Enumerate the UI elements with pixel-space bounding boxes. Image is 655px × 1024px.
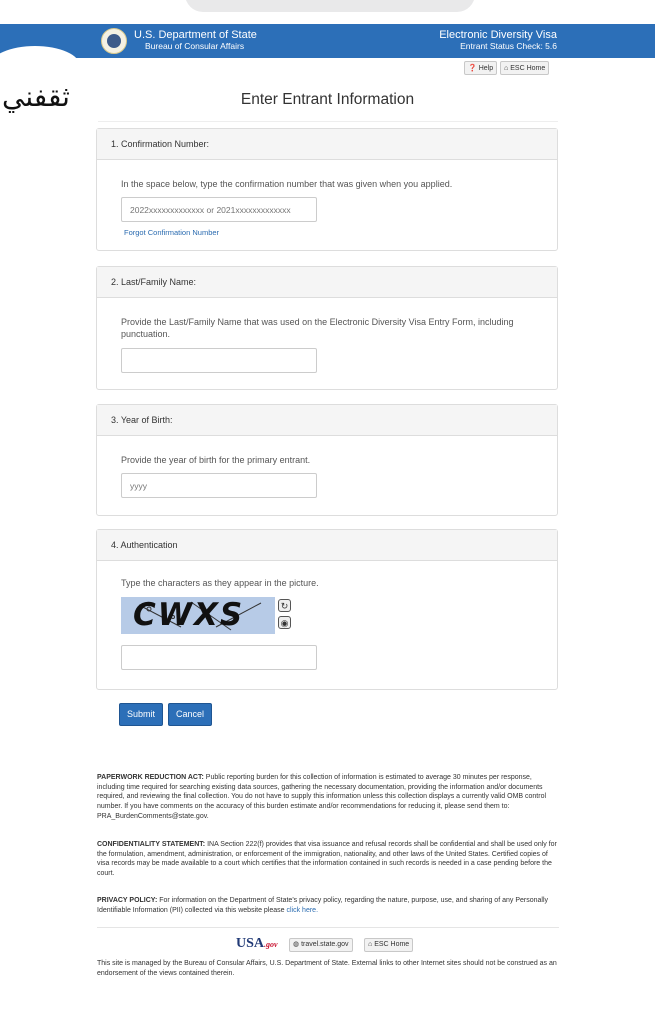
privacy-title: PRIVACY POLICY:	[97, 897, 158, 904]
page-title: Enter Entrant Information	[240, 91, 415, 108]
privacy-notice	[97, 896, 559, 915]
app-title: Electronic Diversity Visa	[439, 29, 557, 41]
privacy-link[interactable]: click here.	[286, 906, 319, 914]
birth-year-instructions: Provide the year of birth for the primary entrant.	[121, 455, 311, 465]
birth-year-heading: 3. Year of Birth:	[97, 405, 557, 436]
home-icon: ⌂	[504, 65, 509, 72]
confidentiality-title: CONFIDENTIALITY STATEMENT:	[97, 841, 206, 848]
agency-name: U.S. Department of State	[134, 29, 257, 41]
confidentiality-notice	[97, 840, 559, 879]
forgot-confirmation-link[interactable]: Forgot Confirmation Number	[124, 228, 220, 237]
browser-address-pill	[185, 0, 475, 12]
confirmation-heading: 1. Confirmation Number:	[97, 129, 557, 160]
birth-year-input[interactable]	[121, 473, 317, 498]
paperwork-reduction-notice	[97, 773, 559, 822]
footer-disclaimer: This site is managed by the Bureau of Consular Affairs, U.S. Department of State. External links to other Internet sites should not be construed as an endorsement of the views contained therein.	[97, 960, 557, 977]
title-divider	[98, 121, 558, 122]
site-header	[0, 24, 655, 58]
authentication-instructions: Type the characters as they appear in the picture.	[121, 578, 319, 588]
globe-icon: ◍	[293, 941, 300, 948]
cancel-button[interactable]: Cancel	[168, 703, 212, 726]
travel-label: travel.state.gov	[301, 941, 349, 948]
footer-esc-home-button[interactable]	[364, 938, 413, 952]
birth-year-panel	[96, 404, 558, 516]
bureau-name: Bureau of Consular Affairs	[145, 41, 245, 51]
privacy-body: For information on the Department of State's privacy policy, regarding the nature, purpose, use, and sharing of any Personally Identifiable Information (PII) collected via this website please	[97, 897, 549, 914]
confirmation-number-input[interactable]	[121, 197, 317, 222]
confirmation-panel	[96, 128, 558, 251]
confirmation-instructions: In the space below, type the confirmation number that was given when you applied.	[121, 179, 453, 189]
paperwork-body: Public reporting burden for this collection of information is estimated to average 30 minutes per response, including time required for searching existing data sources, gathering the necessary documentation, providing the information and/or documents required, and reviewing the final collection. You do not have to supply this information unless this collection displays a currently valid OMB control number. If you have comments on the accuracy of this burden estimate and/or recommendations for reducing it, please send them to: PRA_BurdenComments@state.gov.	[97, 774, 547, 820]
footer-esc-home-label: ESC Home	[374, 941, 410, 948]
footer-divider	[97, 927, 559, 928]
esc-home-label: ESC Home	[510, 65, 546, 72]
last-name-heading: 2. Last/Family Name:	[97, 267, 557, 298]
usa-logo-text: USA	[236, 936, 265, 951]
authentication-heading: 4. Authentication	[97, 530, 557, 561]
esc-home-button[interactable]	[500, 61, 549, 75]
captcha-audio-icon[interactable]: ◉	[278, 616, 291, 629]
home-icon: ⌂	[368, 941, 373, 948]
authentication-panel	[96, 529, 558, 690]
app-subtitle: Entrant Status Check: 5.6	[460, 41, 557, 51]
paperwork-title: PAPERWORK REDUCTION ACT:	[97, 774, 204, 781]
help-label: Help	[478, 65, 494, 72]
usa-gov-logo[interactable]	[236, 936, 278, 952]
confidentiality-body: INA Section 222(f) provides that visa issuance and refusal records shall be confidential and shall be used only for the formulation, amendment, administration, or enforcement of the immigration, nationality, and other laws of the United States. Certified copies of visa records may be made available to a court which certifies that the information contained in such records is needed in a case pending before the court.	[97, 841, 557, 878]
travel-state-gov-button[interactable]	[289, 938, 353, 952]
last-name-panel	[96, 266, 558, 390]
captcha-image	[121, 597, 275, 634]
question-circle-icon: ❓	[468, 65, 477, 72]
submit-button[interactable]: Submit	[119, 703, 163, 726]
captcha-input[interactable]	[121, 645, 317, 670]
usa-logo-suffix: .gov	[264, 940, 278, 949]
help-button[interactable]	[464, 61, 497, 75]
header-agency-block	[134, 29, 257, 52]
overlay-arabic-text: ثقفني	[2, 80, 70, 113]
captcha-refresh-icon[interactable]: ↻	[278, 599, 291, 612]
state-department-seal-icon	[101, 28, 127, 54]
captcha-text: CWXS	[133, 597, 245, 633]
header-app-block	[439, 29, 557, 52]
last-name-input[interactable]	[121, 348, 317, 373]
last-name-instructions: Provide the Last/Family Name that was used on the Electronic Diversity Visa Entry Form, including punctuation.	[121, 317, 514, 339]
